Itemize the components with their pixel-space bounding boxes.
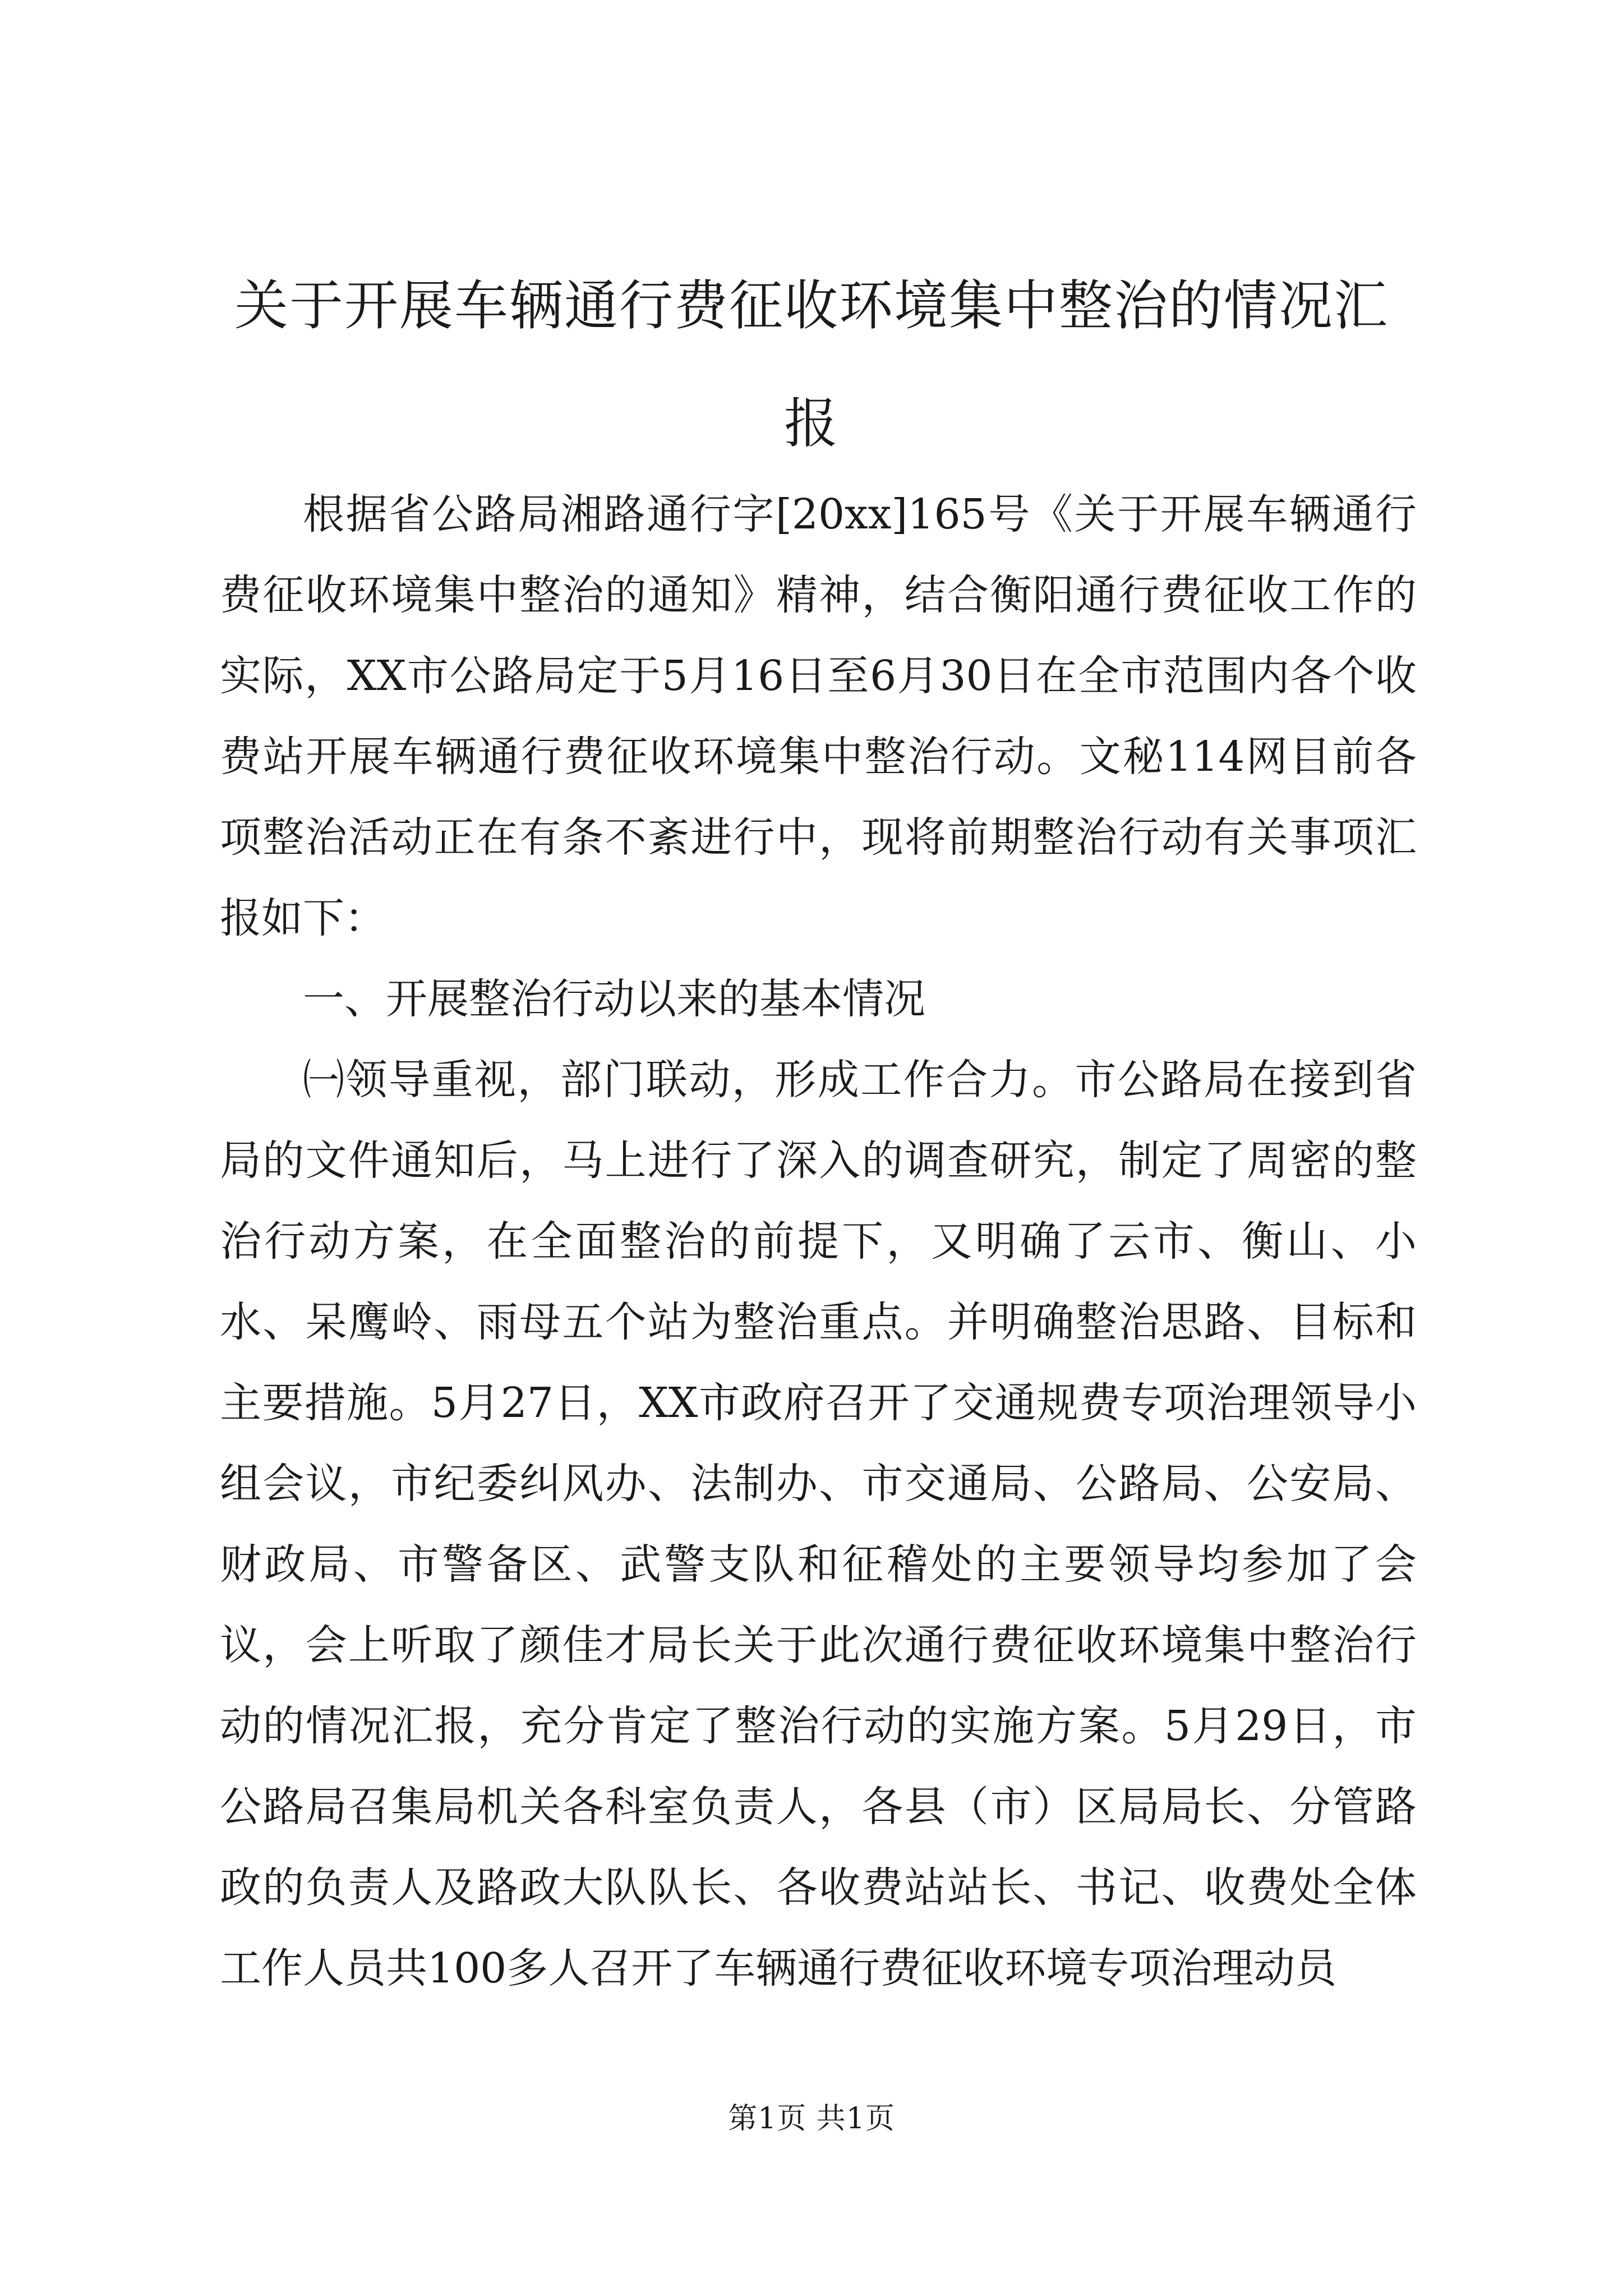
paragraph-leadership: ㈠领导重视，部门联动，形成工作合力。市公路局在接到省局的文件通知后，马上进行了深入的调查研究，制定了周密的整治行动方案，在全面整治的前提下，又明确了云市、衡山、小水、呆鹰岭、雨母五个站为整治重点。并明确整治思路、目标和主要措施。5月27日，XX市政府召开了交通规费专项治理领导小组会议，市纪委纠风办、法制办、市交通局、公路局、公安局、财政局、市警备区、武警支队和征稽处的主要领导均参加了会议，会上听取了颜佳才局长关于此次通行费征收环境集中整治行动的情况汇报，充分肯定了整治行动的实施方案。5月29日，市公路局召集局机关各科室负责人，各县（市）区局局长、分管路政的负责人及路政大队队长、各收费站站长、书记、收费处全体工作人员共100多人召开了车辆通行费征收环境专项治理动员	[220, 1056, 1417, 1993]
paragraph-intro: 根据省公路局湘路通行字[20xx]165号《关于开展车辆通行费征收环境集中整治的通知》精神，结合衡阳通行费征收工作的实际，XX市公路局定于5月16日至6月30日在全市范围内各个收费站开展车辆通行费征收环境集中整治行动。文秘114网目前各项整治活动正在有条不紊进行中，现将前期整治行动有关事项汇报如下：	[220, 490, 1417, 942]
document-body	[220, 474, 1417, 2009]
document-title: 关于开展车辆通行费征收环境集中整治的情况汇报	[234, 274, 1389, 455]
section-heading-1: 一、开展整治行动以来的基本情况	[303, 975, 925, 1023]
page-number-footer: 第1页 共1页	[728, 2102, 895, 2136]
